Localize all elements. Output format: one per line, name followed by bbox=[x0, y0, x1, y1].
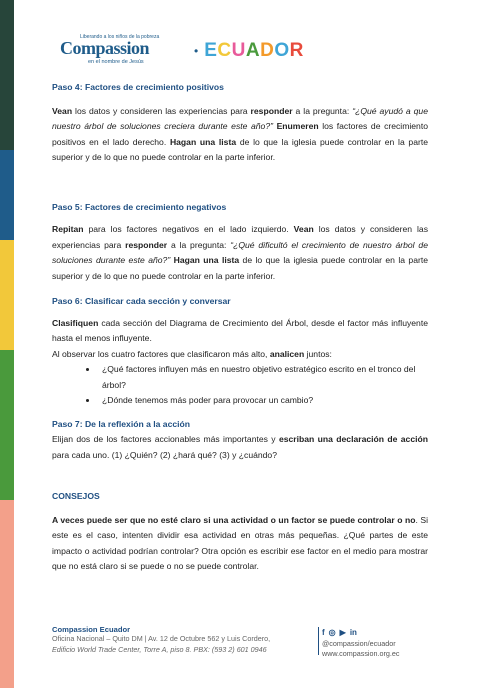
logo-separator-dot: • bbox=[194, 44, 199, 58]
side-stripe-green bbox=[0, 350, 14, 500]
consejos-heading: CONSEJOS bbox=[52, 491, 100, 501]
logo-wordmark: Compassion bbox=[60, 38, 150, 58]
paso4-paragraph: Vean los datos y consideren las experiencias para responder a la pregunta: “¿Qué ayudó a que nuestro árbol de soluciones creciera durante este año?” Enumeren los factores de crecimiento positivos en el lado derecho. Hagan una lista de lo que la iglesia puede controlar en la parte superior y de lo que no puede controlar en la parte inferior. bbox=[52, 105, 429, 162]
paso4-heading: Paso 4: Factores de crecimiento positivos bbox=[52, 82, 224, 92]
list-item: • ¿Dónde tenemos más poder para provocar un cambio? bbox=[98, 393, 428, 409]
paso5-paragraph: Repitan para los factores negativos en el lado izquierdo. Vean los datos y consideren las experiencias para responder a la pregunta: “¿Qué dificultó el crecimiento de nuestro árbol de soluciones durante este año?” Hagan una lista de lo que la iglesia puede controlar en la parte superior y de lo que no puede controlar en la parte inferior. bbox=[52, 224, 429, 281]
side-stripe-yellow bbox=[0, 240, 14, 350]
paso6-heading: Paso 6: Clasificar cada sección y conversar bbox=[52, 296, 231, 306]
logo-tagline: en el nombre de Jesús bbox=[88, 59, 144, 65]
paso7-paragraph: Elijan dos de los factores accionables más importantes y escriban una declaración de acción para cada uno. (1) ¿Quién? (2) ¿hará qué? (3) y ¿cuándo? bbox=[52, 434, 428, 460]
website-link[interactable]: www.compassion.org.ec bbox=[322, 649, 400, 658]
logo-tagline-top: Liberando a los niños de la pobreza bbox=[80, 34, 160, 40]
paso7-heading: Paso 7: De la reflexión a la acción bbox=[52, 418, 191, 429]
linkedin-icon[interactable]: in bbox=[349, 628, 357, 637]
paso6-bullet-list bbox=[52, 362, 428, 409]
document-body bbox=[52, 80, 428, 575]
side-stripe-salmon bbox=[0, 500, 14, 688]
footer-divider bbox=[318, 627, 319, 655]
consejos-paragraph: A veces puede ser que no esté claro si una actividad o un factor se puede controlar o no. Si este es el caso, intenten dividir esa actividad en otras más pequeñas. ¿Qué partes de este impacto o actividad podrían controlar? Otra opción es escribir ese factor en el medio para mostrar que no está claro si se puede o no se puede controlar. bbox=[52, 514, 429, 571]
header-logo bbox=[60, 31, 304, 71]
footer-watermark bbox=[48, 555, 448, 610]
compassion-logo bbox=[60, 34, 188, 68]
instagram-icon[interactable]: ◎ bbox=[328, 628, 336, 637]
footer-org-name: Compassion Ecuador bbox=[52, 625, 131, 634]
facebook-icon[interactable]: f bbox=[322, 628, 325, 637]
paso6-paragraph: Clasifiquen cada sección del Diagrama de Crecimiento del Árbol, desde el factor más influyente hasta el menos influyente. bbox=[52, 317, 428, 343]
paso6-paragraph-2: Al observar los cuatro factores que clasificaron más alto, analicen juntos: bbox=[52, 348, 332, 359]
paso5-heading: Paso 5: Factores de crecimiento negativos bbox=[52, 201, 227, 212]
side-stripe-dark-green bbox=[0, 0, 14, 150]
side-stripe-blue bbox=[0, 150, 14, 240]
list-item: • ¿Qué factores influyen más en nuestro objetivo estratégico escrito en el tronco del árbol? bbox=[98, 362, 428, 393]
social-handle[interactable]: @compassion/ecuador bbox=[322, 638, 396, 648]
footer-address-line2: Edificio World Trade Center, Torre A, piso 8. PBX: (593 2) 601 0946 bbox=[52, 644, 267, 654]
ecuador-logo: ECUADOR bbox=[204, 40, 304, 61]
youtube-icon[interactable]: ▶ bbox=[339, 628, 346, 637]
footer-social bbox=[322, 628, 400, 660]
footer-address-line1: Oficina Nacional – Quito DM | Av. 12 de Octubre 562 y Luis Cordero, bbox=[52, 634, 271, 643]
